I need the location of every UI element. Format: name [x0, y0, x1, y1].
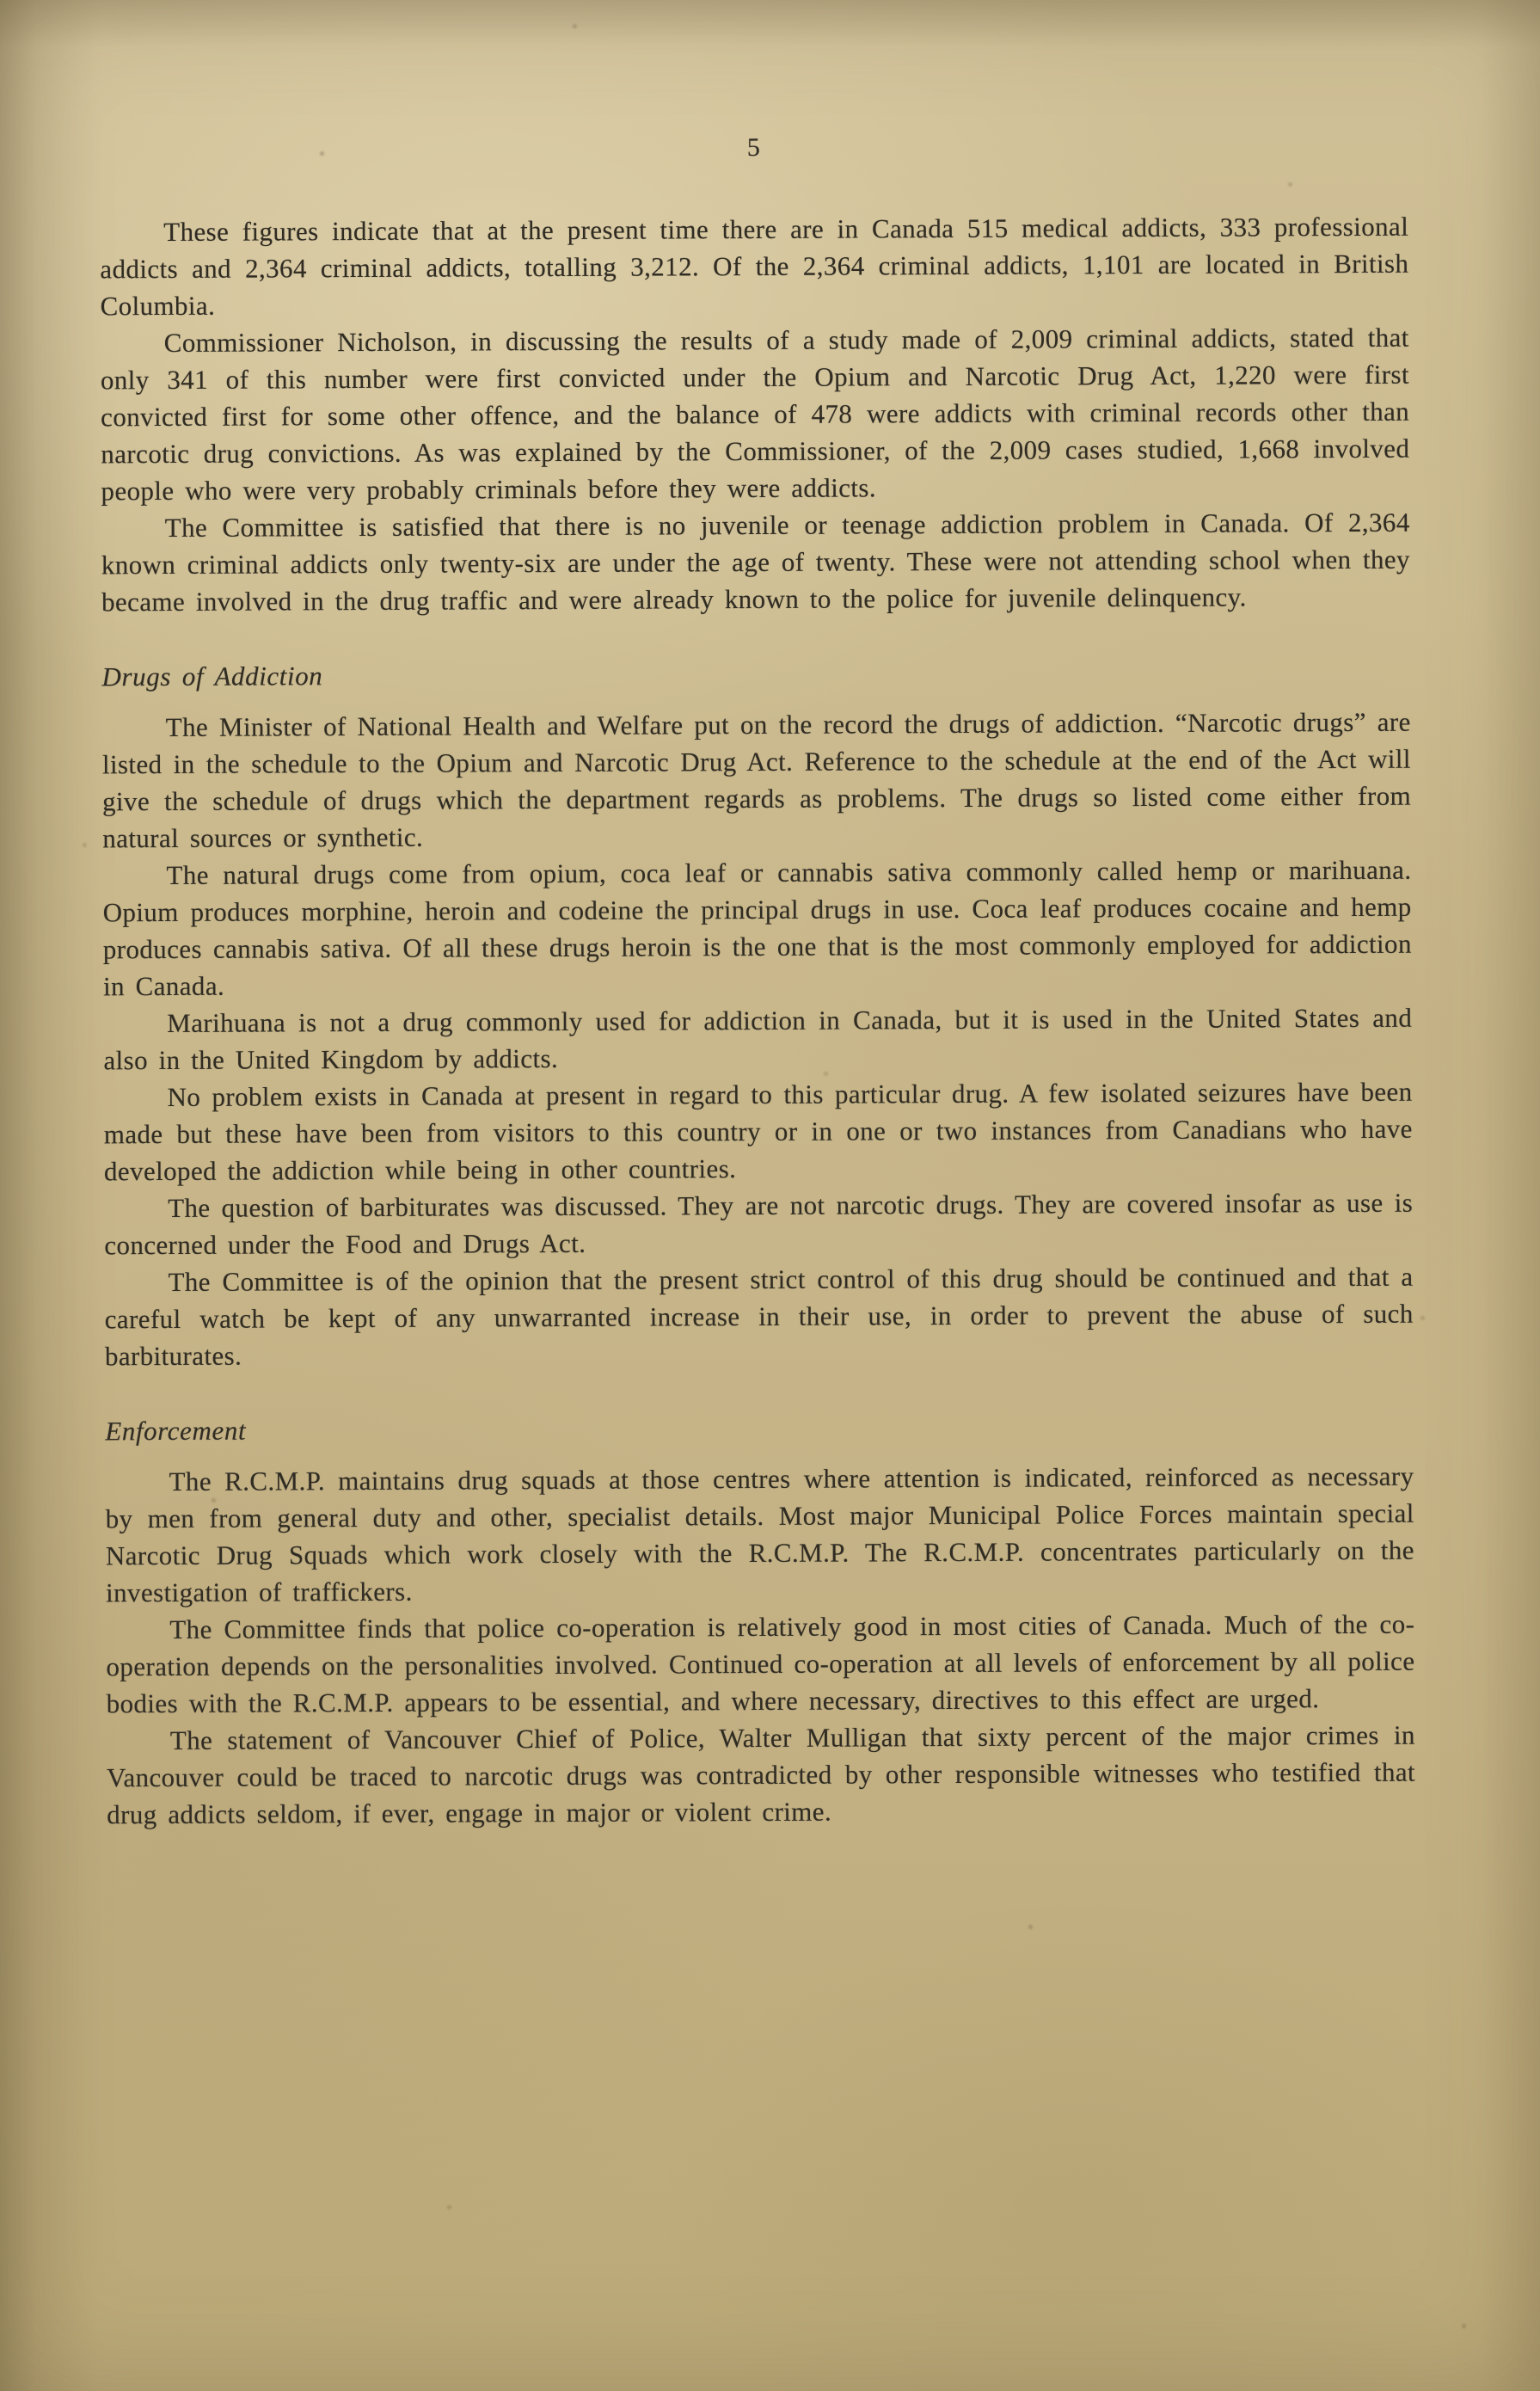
- page-number: 5: [746, 132, 761, 163]
- page-content: [100, 126, 1416, 1834]
- section-heading-enforcement: Enforcement: [105, 1415, 247, 1447]
- paragraph: No problem exists in Canada at present in regard to this particular drug. A few isolated seizures have been made but these have been from visitors to this country or in one or two instances from Canadians who have developed the addiction while being in other countries.: [103, 1076, 1413, 1187]
- paragraph: The R.C.M.P. maintains drug squads at those centres where attention is indicated, reinforced as necessary by men from general duty and other, specialist details. Most major Municipal Police Forces maintain special Narcotic Drug Squads which work closely with the R.C.M.P. The R.C.M.P. concentrates particularly on the investigation of traffickers.: [105, 1460, 1414, 1608]
- paragraph: The Committee is of the opinion that the present strict control of this drug should be continued and that a careful watch be kept of any unwarranted increase in their use, in order to prevent the abuse of such barbiturates.: [104, 1261, 1414, 1372]
- section-heading-drugs-of-addiction: Drugs of Addiction: [101, 661, 323, 692]
- paragraph: The question of barbiturates was discussed. They are not narcotic drugs. They are covered insofar as use is concerned under the Food and Drugs Act.: [104, 1187, 1414, 1261]
- paper-specks: [0, 0, 4, 4]
- paragraph: These figures indicate that at the present time there are in Canada 515 medical addicts, 333 professional addicts and 2,364 criminal addicts, totalling 3,212. Of the 2,364 criminal addicts, 1,101 are located in British Columbia.: [100, 211, 1409, 322]
- paragraph: The Committee is satisfied that there is no juvenile or teenage addiction problem in Canada. Of 2,364 known criminal addicts only twenty-six are under the age of twenty. These were not attending school when they became involved in the drug traffic and were already known to the police for juvenile delinquency.: [101, 507, 1410, 618]
- paragraph: Marihuana is not a drug commonly used for addiction in Canada, but it is used in the United States and also in the United Kingdom by addicts.: [103, 1002, 1413, 1076]
- paragraph: The Committee finds that police co-operation is relatively good in most cities of Canada. Much of the co-operation depends on the personalities involved. Continued co-operation at all levels of enforcement by all police bodies with the R.C.M.P. appears to be essential, and where necessary, directives to this effect are urged.: [106, 1608, 1415, 1719]
- paragraph: The Minister of National Health and Welfare put on the record the drugs of addiction. “Narcotic drugs” are listed in the schedule to the Opium and Narcotic Drug Act. Reference to the schedule at the end of the Act will give the schedule of drugs which the department regards as problems. The drugs so listed come either from natural sources or synthetic.: [101, 706, 1412, 854]
- paragraph: Commissioner Nicholson, in discussing the results of a study made of 2,009 criminal addicts, stated that only 341 of this number were first convicted under the Opium and Narcotic Drug Act, 1,220 were first convicted first for some other offence, and the balance of 478 were addicts with criminal records other than narcotic drug convictions. As was explained by the Commissioner, of the 2,009 cases studied, 1,668 involved people who were very probably criminals before they were addicts.: [100, 322, 1410, 507]
- paragraph: The natural drugs come from opium, coca leaf or cannabis sativa commonly called hemp or marihuana. Opium produces morphine, heroin and codeine the principal drugs in use. Coca leaf produces cocaine and hemp produces cannabis sativa. Of all these drugs heroin is the one that is the most commonly employed for addiction in Canada.: [102, 854, 1412, 1002]
- paragraph: The statement of Vancouver Chief of Police, Walter Mulligan that sixty percent of the major crimes in Vancouver could be traced to narcotic drugs was contradicted by other responsible witnesses who testified that drug addicts seldom, if ever, engage in major or violent crime.: [106, 1719, 1416, 1830]
